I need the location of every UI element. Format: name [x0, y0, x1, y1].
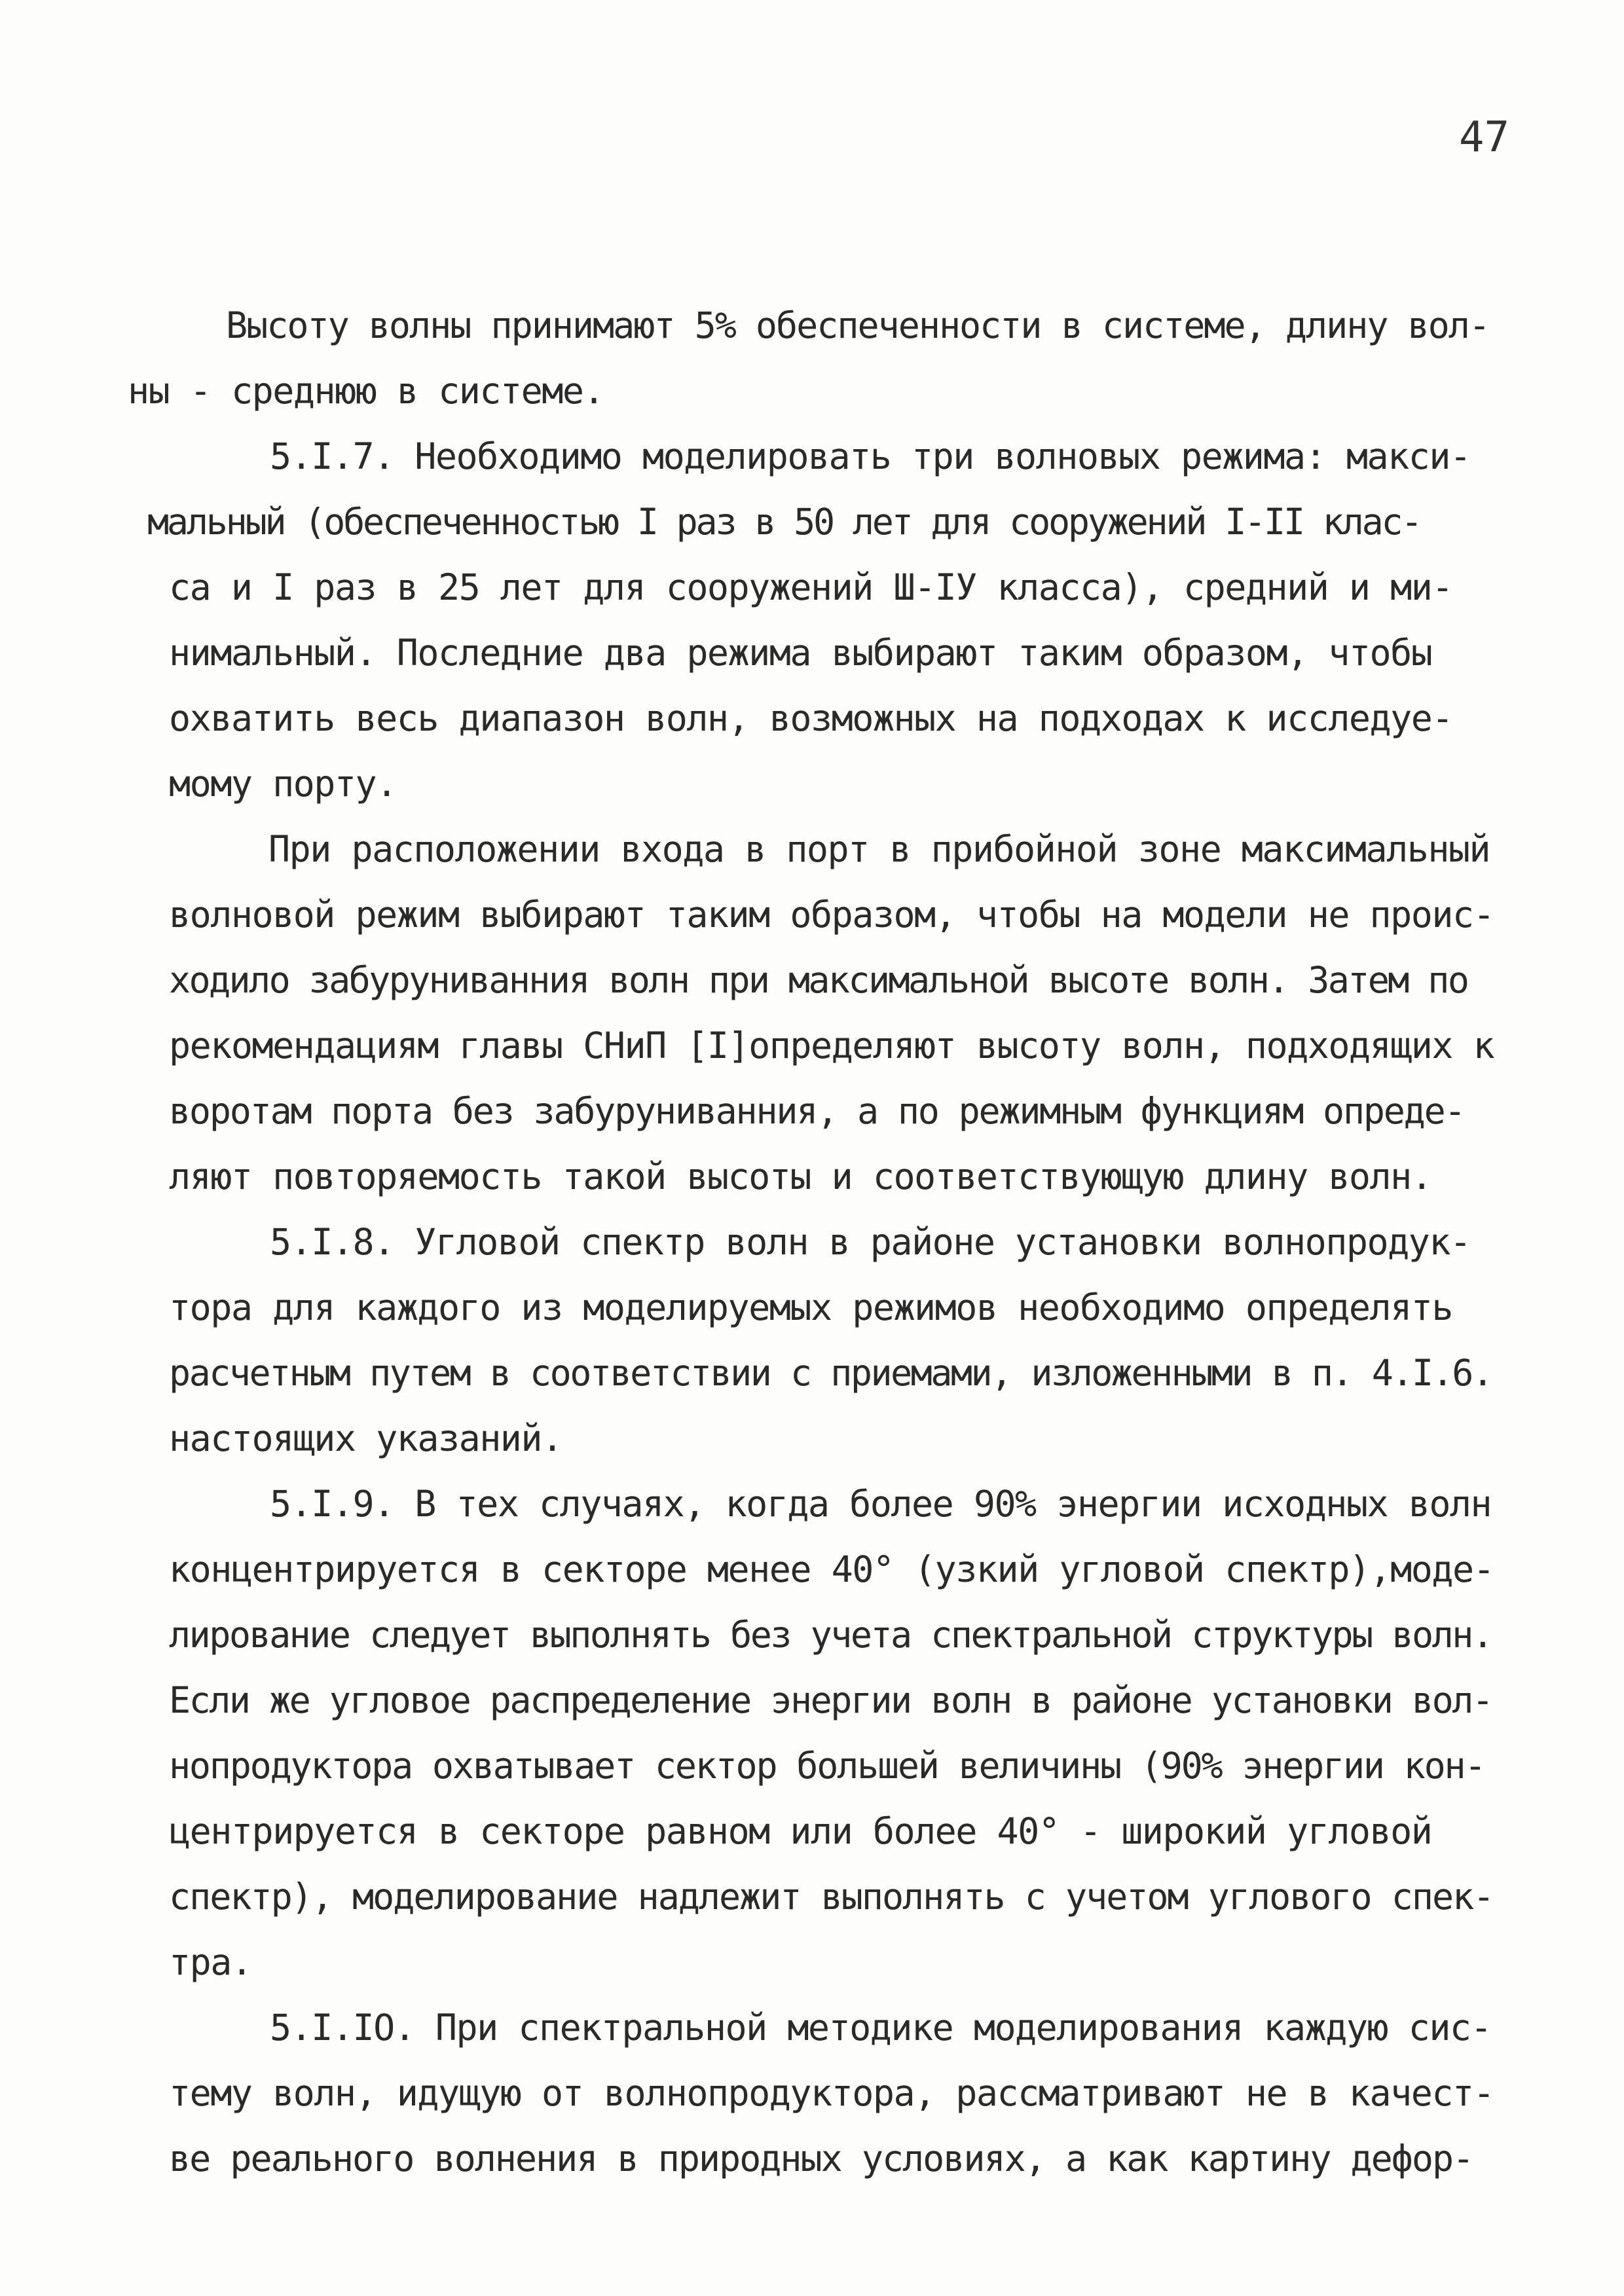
text-line: лирование следует выполнять без учета спектральной структуры волн.	[169, 1614, 1492, 1656]
text-line: спектр), моделирование надлежит выполнять с учетом углового спек-	[169, 1876, 1494, 1918]
text-line: нимальный. Последние два режима выбирают таким образом, чтобы	[169, 632, 1432, 674]
text-line: охватить весь диапазон волн, возможных на подходах к исследуе-	[169, 697, 1452, 739]
text-line: воротам порта без забуруниванния, а по режимным функциям опреде-	[169, 1090, 1465, 1132]
text-line: тора для каждого из моделируемых режимов необходимо определять	[169, 1286, 1452, 1328]
text-line: центрируется в секторе равном или более 40° - широкий угловой	[169, 1810, 1432, 1852]
text-line: тему волн, идущую от волнопродуктора, рассматривают не в качест-	[169, 2072, 1494, 2114]
text-line: Если же угловое распределение энергии волн в районе установки вол-	[169, 1679, 1492, 1721]
text-line: мому порту.	[169, 763, 397, 805]
text-line: ляют повторяемость такой высоты и соответствующую длину волн.	[169, 1156, 1432, 1197]
text-line: При расположении входа в порт в прибойной зоне максимальный	[268, 828, 1490, 870]
text-line: ве реального волнения в природных условиях, а как картину дефор-	[169, 2138, 1473, 2179]
text-line: мальный (обеспеченностью I раз в 50 лет для сооружений I-II клас-	[147, 501, 1421, 543]
text-line: рекомендациям главы СНиП [I]определяют высоту волн, подходящих к	[169, 1025, 1494, 1066]
text-line: 5.I.8. Угловой спектр волн в районе установки волнопродук-	[270, 1221, 1471, 1263]
text-line: ны - среднюю в системе.	[128, 370, 604, 412]
text-line: концентрируется в секторе менее 40° (узкий угловой спектр),моде-	[169, 1548, 1494, 1590]
text-line: 5.I.IO. При спектральной методике моделирования каждую сис-	[270, 2007, 1492, 2049]
text-line: Высоту волны принимают 5% обеспеченности в системе, длину вол-	[226, 304, 1489, 346]
text-line: нопродуктора охватывает сектор большей величины (90% энергии кон-	[169, 1745, 1485, 1787]
text-line: тра.	[169, 1941, 252, 1983]
page-number: 47	[1459, 113, 1510, 162]
text-line: ходило забуруниванния волн при максимальной высоте волн. Затем по	[169, 959, 1468, 1001]
text-line: расчетным путем в соответствии с приемами, изложенными в п. 4.I.6.	[169, 1352, 1492, 1394]
text-line: настоящих указаний.	[169, 1417, 563, 1459]
text-line: волновой режим выбирают таким образом, чтобы на модели не проис-	[169, 894, 1494, 936]
text-line: 5.I.7. Необходимо моделировать три волновых режима: макси-	[270, 435, 1471, 477]
text-line: са и I раз в 25 лет для сооружений Ш-IУ класса), средний и ми-	[169, 566, 1452, 608]
text-line: 5.I.9. В тех случаях, когда более 90% энергии исходных волн	[270, 1483, 1492, 1525]
